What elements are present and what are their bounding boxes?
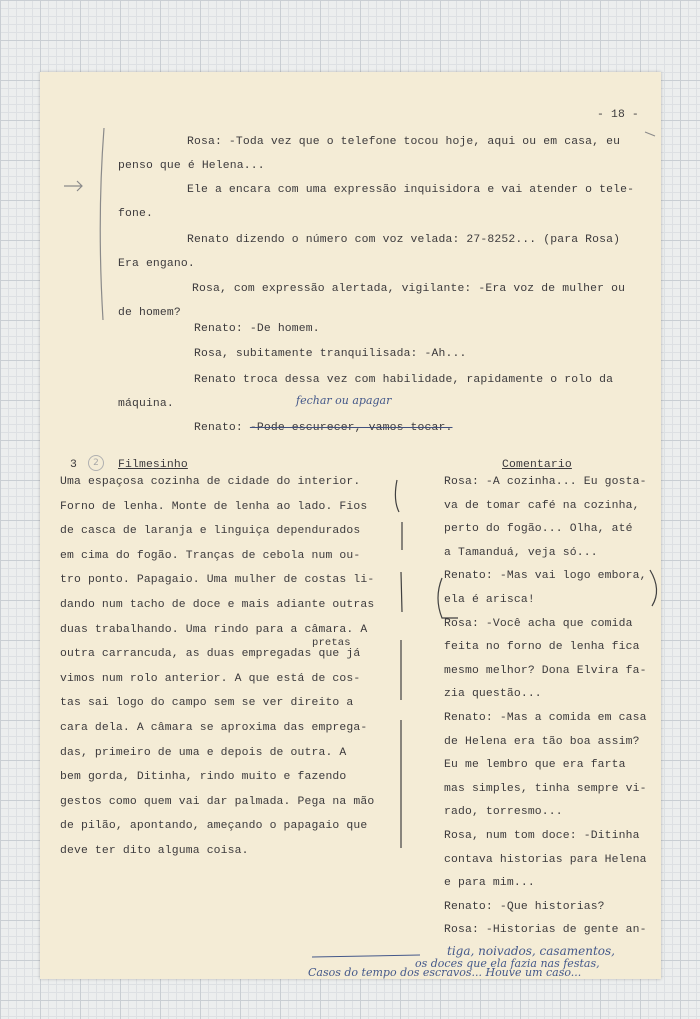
- page-number: - 18 -: [597, 109, 639, 121]
- description-line: cara dela. A câmara se aproxima das emprega-: [60, 722, 368, 734]
- text-line: Rosa, com expressão alertada, vigilante: -Era voz de mulher ou: [192, 283, 626, 295]
- right-column-heading: Comentario: [502, 459, 572, 471]
- dialogue-line: Renato: -Mas a comida em casa: [444, 712, 647, 724]
- dialogue-line: rado, torresmo...: [444, 806, 563, 819]
- description-line: bem gorda, Ditinha, rindo muito e fazendo: [60, 771, 347, 784]
- text-line: Rosa, subitamente tranquilisada: -Ah...: [194, 348, 467, 360]
- handwritten-line: Casos do tempo dos escravos... Houve um caso...: [308, 966, 582, 979]
- text-line: Renato dizendo o número com voz velada: 27-8252... (para Rosa): [187, 234, 621, 246]
- struck-text: -Pode escurecer, vamos tocar.: [249, 422, 453, 434]
- scene-bracket-1: [395, 480, 399, 512]
- description-line: dando num tacho de doce e mais adiante outras: [60, 599, 375, 611]
- dialogue-line: va de tomar café na cozinha,: [444, 499, 640, 512]
- text-line: Rosa: -Toda vez que o telefone tocou hoje, aqui ou em casa, eu: [187, 136, 621, 148]
- typed-insert: pretas: [312, 637, 351, 649]
- description-line: de casca de laranja e linguiça dependurados: [60, 525, 361, 538]
- description-line: Forno de lenha. Monte de lenha ao lado. Fios: [60, 500, 368, 513]
- dialogue-line: de Helena era tão boa assim?: [444, 735, 640, 748]
- pencil-margin-tick: [645, 132, 655, 136]
- text-line: Renato troca dessa vez com habilidade, rapidamente o rolo da: [194, 374, 614, 386]
- text-line: Era engano.: [118, 258, 195, 270]
- dialogue-line: ela é arisca!: [444, 594, 535, 606]
- description-line: gestos como quem vai dar palmada. Pega na mão: [60, 795, 375, 808]
- dialogue-line: e para mim...: [444, 877, 535, 890]
- description-line: duas trabalhando. Uma rindo para a câmara. A: [60, 623, 368, 636]
- description-line: tas sai logo do campo sem se ver direito a: [60, 697, 354, 710]
- dialogue-line: Renato: -Que historias?: [444, 900, 605, 913]
- description-line: tro ponto. Papagaio. Uma mulher de costas li-: [60, 574, 375, 587]
- description-line: Uma espaçosa cozinha de cidade do interior.: [60, 476, 361, 488]
- dialogue-line: Eu me lembro que era farta: [444, 759, 626, 772]
- handwritten-line: os doces que ela fazia nas festas,: [415, 957, 600, 970]
- circled-pencil-number: 2: [88, 455, 104, 471]
- description-line: vimos num rolo anterior. A que está de cos-: [60, 672, 361, 685]
- dialogue-line: a Tamanduá, veja só...: [444, 546, 598, 559]
- pencil-arrow-mark: [64, 181, 82, 191]
- handwriting-underline: [312, 955, 420, 957]
- text-line: penso que é Helena...: [118, 160, 265, 172]
- text-line: Renato: -De homem.: [194, 323, 320, 335]
- scene-divider-line: [401, 522, 402, 848]
- handwritten-insert: fechar ou apagar: [296, 394, 392, 407]
- dialogue-line: Rosa, num tom doce: -Ditinha: [444, 830, 640, 842]
- renato-line: [194, 421, 452, 435]
- description-line: em cima do fogão. Tranças de cebola num ou-: [60, 549, 361, 562]
- text-line: de homem?: [118, 307, 181, 319]
- left-column-heading: Filmesinho: [118, 459, 188, 471]
- text-line: máquina.: [118, 398, 174, 410]
- dialogue-line: contava historias para Helena: [444, 853, 647, 866]
- dialogue-line: Rosa: -Você acha que comida: [444, 617, 633, 630]
- dialogue-line: Rosa: -Historias de gente an-: [444, 924, 647, 937]
- dialogue-line: perto do fogão... Olha, até: [444, 523, 633, 536]
- description-line: deve ter dito alguma coisa.: [60, 845, 249, 857]
- dialogue-line: feita no forno de lenha fica: [444, 641, 640, 654]
- dialogue-line: Rosa: -A cozinha... Eu gosta-: [444, 476, 647, 488]
- description-line: das, primeiro de uma e depois de outra. A: [60, 746, 347, 759]
- text-line: Ele a encara com uma expressão inquisidora e vai atender o tele-: [187, 184, 635, 196]
- handwritten-line: tiga, noivados, casamentos,: [447, 944, 615, 958]
- description-line: outra carrancuda, as duas empregadas que já: [60, 648, 361, 661]
- dialogue-line: zia questão...: [444, 688, 542, 701]
- text-line: fone.: [118, 208, 153, 220]
- dialogue-line: mesmo melhor? Dona Elvira fa-: [444, 664, 647, 677]
- renato-line-prefix: Renato:: [194, 422, 250, 434]
- pencil-bracket-top: [100, 128, 104, 320]
- dialogue-line: mas simples, tinha sempre vi-: [444, 782, 647, 795]
- dialogue-bracket-right: [650, 570, 657, 606]
- description-line: de pilão, apontando, ameçando o papagaio que: [60, 820, 368, 833]
- dialogue-line: Renato: -Mas vai logo embora,: [444, 570, 647, 583]
- scene-number: 3: [70, 459, 77, 471]
